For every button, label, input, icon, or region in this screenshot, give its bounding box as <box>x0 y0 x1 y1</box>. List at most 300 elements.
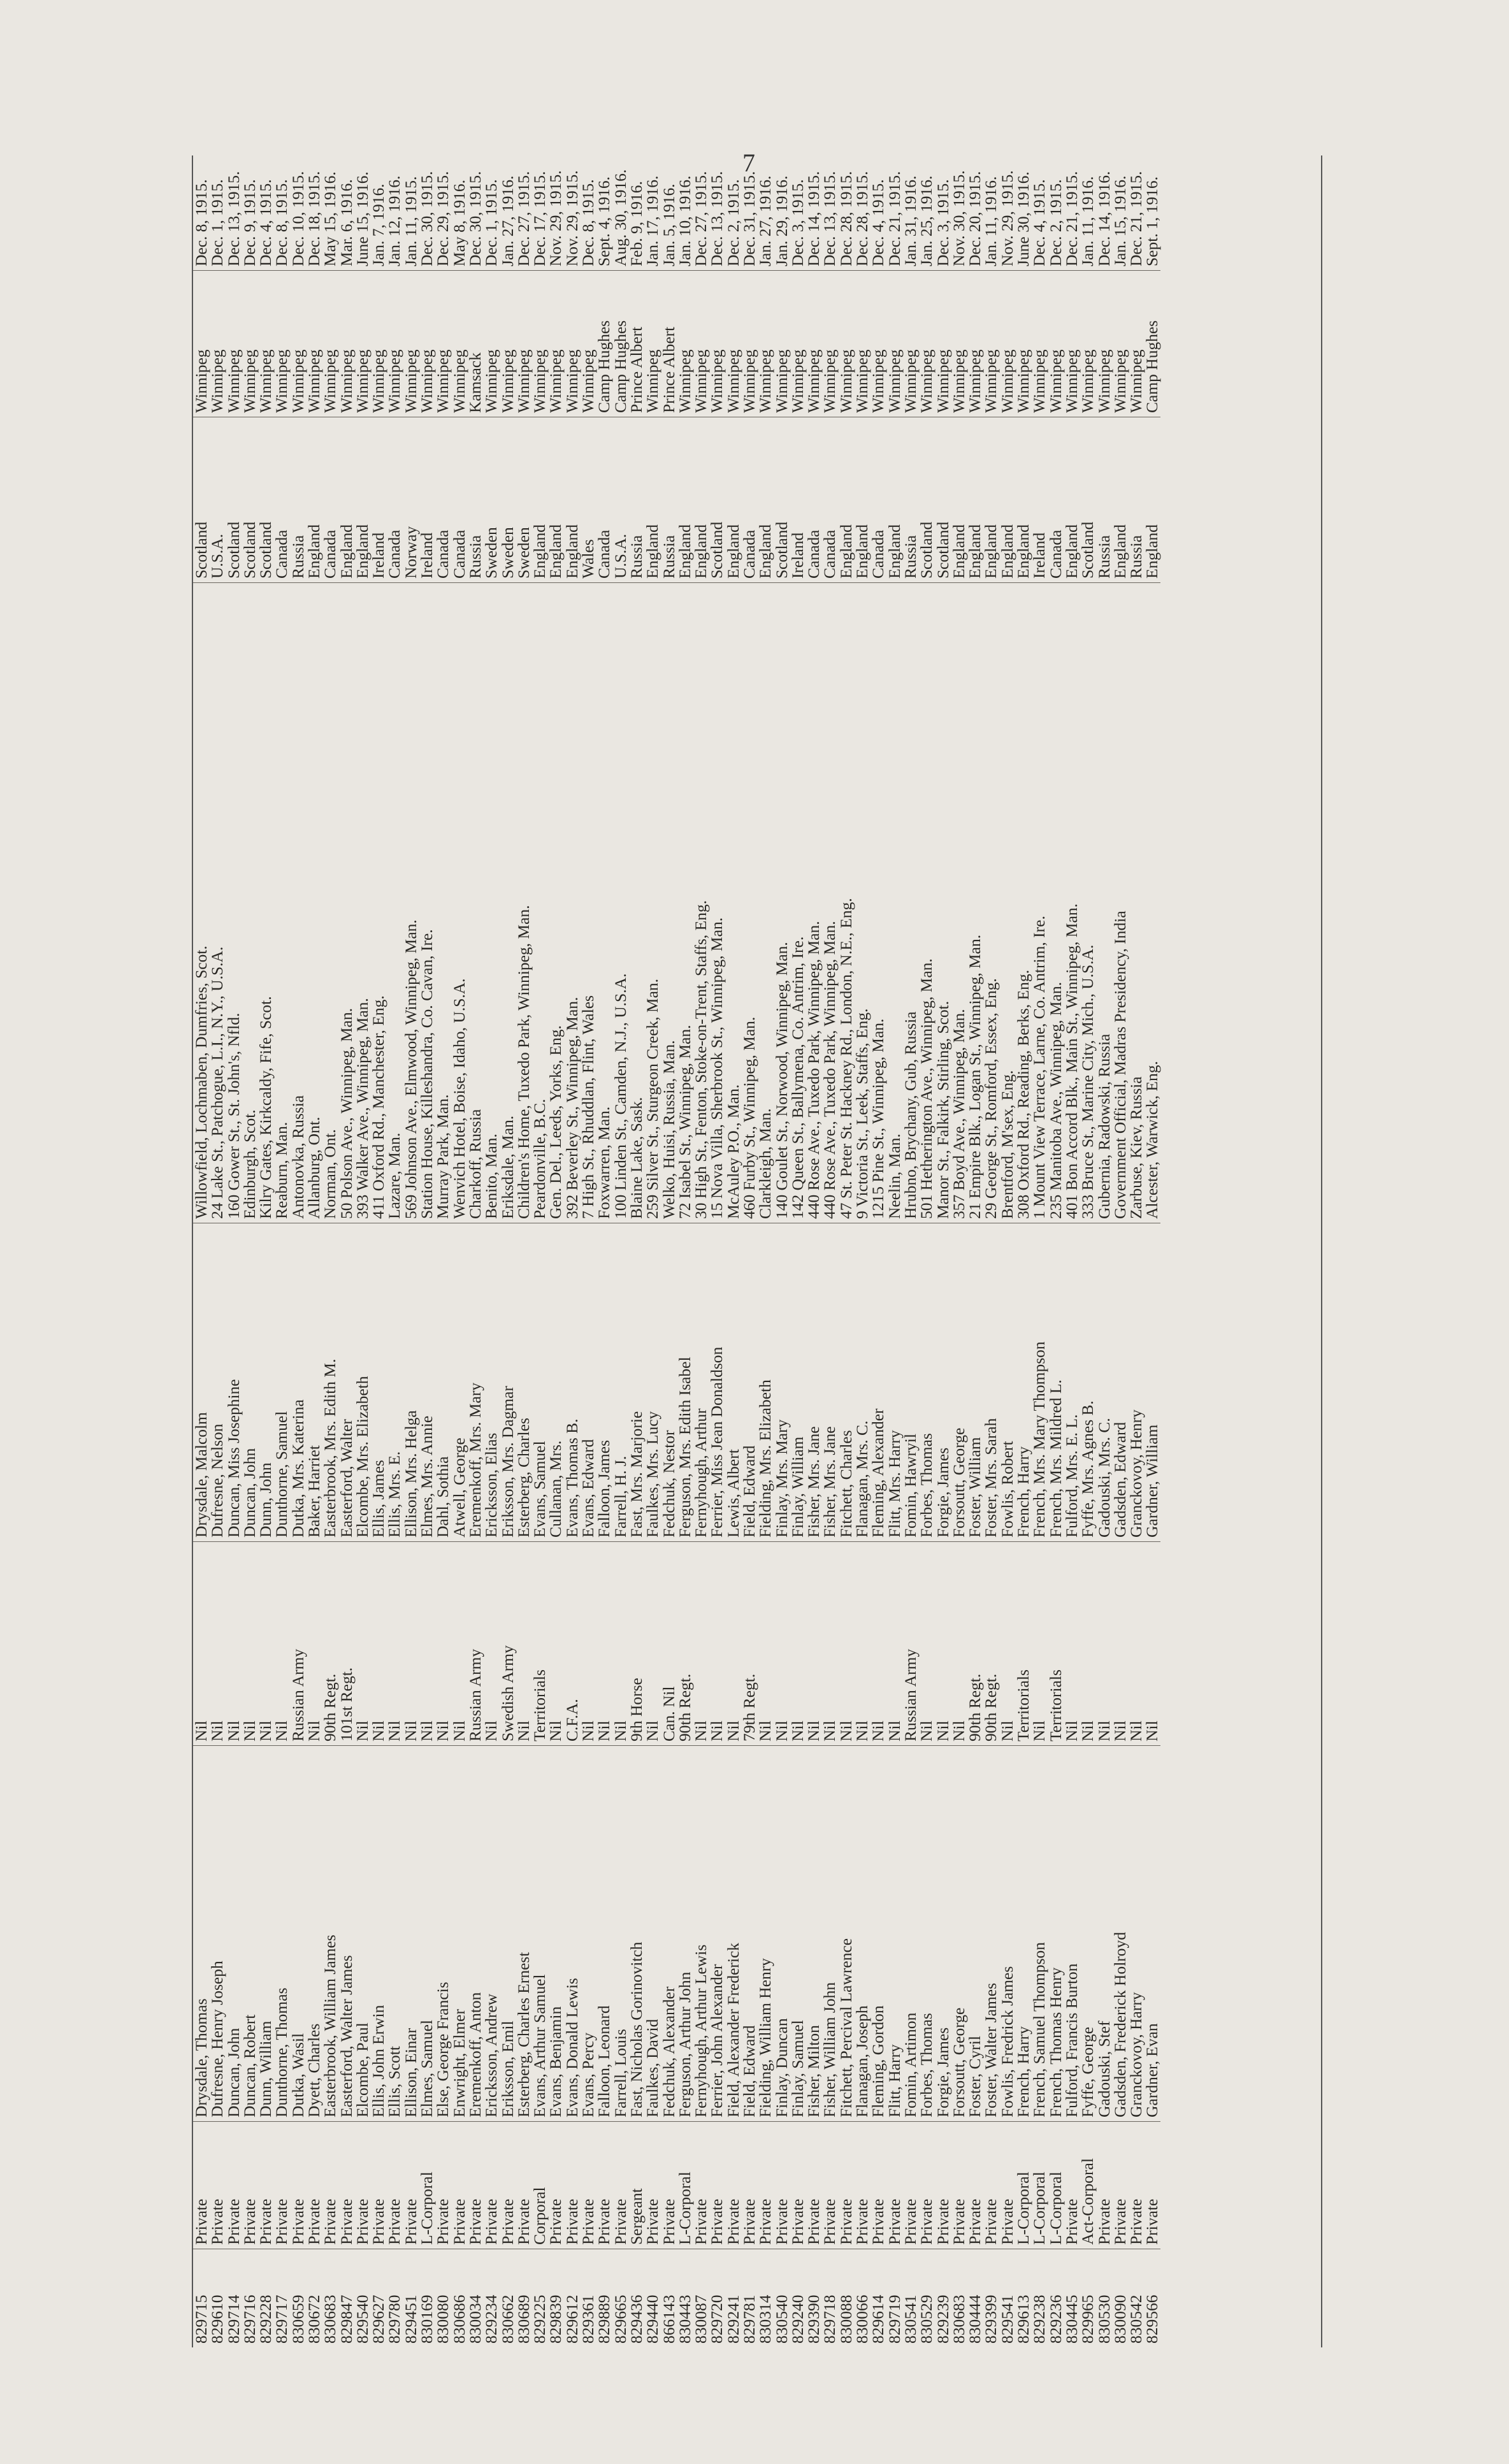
next-of-kin-cell: Gardner, William <box>1144 1223 1160 1541</box>
country-of-birth-cell: Canada <box>1048 417 1064 582</box>
soldier-name-cell: Fowlis, Fredrick James <box>999 1745 1015 2121</box>
country-of-birth-cell: England <box>951 417 967 582</box>
soldier-name-cell: Easterbrook, William James <box>322 1745 338 2121</box>
previous-service-cell: Nil <box>805 1541 821 1745</box>
next-of-kin-address-cell: 30 High St., Fenton, Stoke-on-Trent, Staffs, Eng. <box>693 582 709 1223</box>
date-taken-on-strength-cell: Dec. 20, 1915. <box>965 171 985 266</box>
next-of-kin-address-cell: 1215 Pine St., Winnipeg, Man. <box>870 582 886 1223</box>
country-of-birth-cell: Ireland <box>419 417 435 582</box>
rank-cell: Private <box>790 2121 805 2249</box>
next-of-kin-cell: Elmes, Mrs. Annie <box>419 1223 435 1541</box>
previous-service-cell: Nil <box>693 1541 709 1745</box>
next-of-kin-address-cell: Brentford, M'sex, Eng. <box>999 582 1015 1223</box>
place-taken-on-strength-cell: Winnipeg <box>870 270 886 417</box>
next-of-kin-cell: Drysdale, Malcolm <box>193 1223 209 1541</box>
previous-service-cell: Territorials <box>531 1541 547 1745</box>
soldier-name-cell: Forbes, Thomas <box>918 1745 934 2121</box>
country-of-birth-cell: England <box>693 417 709 582</box>
next-of-kin-cell: French, Mrs. Mary Thompson <box>1031 1223 1047 1541</box>
previous-service-cell: Swedish Army <box>500 1541 516 1745</box>
next-of-kin-address-cell: Benito, Man. <box>483 582 499 1223</box>
date-taken-on-strength-cell: Dec. 4, 1915. <box>1030 179 1049 266</box>
next-of-kin-address-cell: 235 Manitoba Ave., Winnipeg, Man. <box>1048 582 1064 1223</box>
rank-cell: Private <box>387 2121 403 2249</box>
date-taken-on-strength-cell: Dec. 4, 1915. <box>256 179 275 266</box>
next-of-kin-address-cell: Welko, Huisi, Russia, Man. <box>661 582 677 1223</box>
previous-service-cell: Nil <box>257 1541 273 1745</box>
country-of-birth-cell: Russia <box>902 417 918 582</box>
soldier-name-cell: Finlay, Samuel <box>790 1745 805 2121</box>
regimental-number-cell: 829234 <box>483 2249 499 2347</box>
country-of-birth-cell: England <box>354 417 370 582</box>
next-of-kin-cell: Flitt, Mrs. Harry <box>886 1223 902 1541</box>
country-of-birth-cell: Norway <box>403 417 419 582</box>
soldier-name-cell: Duncan, Robert <box>242 1745 257 2121</box>
place-taken-on-strength-cell: Winnipeg <box>677 270 693 417</box>
country-of-birth-cell: England <box>531 417 547 582</box>
previous-service-cell: Territorials <box>1048 1541 1064 1745</box>
previous-service-cell: Nil <box>838 1541 854 1745</box>
table-row <box>290 155 306 2347</box>
rank-cell: Private <box>467 2121 483 2249</box>
soldier-name-cell: Ferrier, John Alexander <box>709 1745 725 2121</box>
place-taken-on-strength-cell: Camp Hughes <box>596 270 612 417</box>
date-taken-on-strength-cell: Jan. 11, 1915. <box>401 176 420 266</box>
soldier-name-cell: Evans, Donald Lewis <box>564 1745 580 2121</box>
regimental-number-cell: 829225 <box>531 2249 547 2347</box>
country-of-birth-cell: England <box>725 417 741 582</box>
soldier-name-cell: Dyett, Charles <box>306 1745 322 2121</box>
next-of-kin-cell: Easterford, Walter <box>338 1223 354 1541</box>
next-of-kin-address-cell: 21 Empire Blk., Logan St., Winnipeg, Man. <box>967 582 983 1223</box>
soldier-name-cell: Field, Edward <box>741 1745 757 2121</box>
regimental-number-cell: 829399 <box>983 2249 999 2347</box>
next-of-kin-cell: Foster, William <box>967 1223 983 1541</box>
regimental-number-cell: 830088 <box>838 2249 854 2347</box>
table-row <box>999 155 1015 2347</box>
country-of-birth-cell: Canada <box>870 417 886 582</box>
regimental-number-cell: 829718 <box>822 2249 838 2347</box>
previous-service-cell: Nil <box>757 1541 773 1745</box>
rank-cell: Private <box>435 2121 451 2249</box>
country-of-birth-cell: Canada <box>822 417 838 582</box>
previous-service-cell: Nil <box>725 1541 741 1745</box>
soldier-name-cell: Esterberg, Charles Ernest <box>516 1745 531 2121</box>
date-taken-on-strength-cell: Dec. 28, 1915. <box>836 171 855 266</box>
date-taken-on-strength-cell: Dec. 21, 1915. <box>1062 171 1081 266</box>
table-row <box>774 155 790 2347</box>
next-of-kin-address-cell: Charkoff, Russia <box>467 582 483 1223</box>
rank-cell: Private <box>935 2121 951 2249</box>
regimental-number-cell: 829614 <box>870 2249 886 2347</box>
soldier-name-cell: Fedchuk, Alexander <box>661 1745 677 2121</box>
soldier-name-cell: Forgie, James <box>935 1745 951 2121</box>
rank-cell: Private <box>596 2121 612 2249</box>
regimental-number-cell: 829612 <box>564 2249 580 2347</box>
next-of-kin-address-cell: 9 Victoria St., Leek, Staffs, Eng. <box>854 582 870 1223</box>
previous-service-cell: Nil <box>387 1541 403 1745</box>
next-of-kin-address-cell: Allanburg, Ont. <box>306 582 322 1223</box>
date-taken-on-strength-cell: Nov. 30, 1915. <box>949 170 968 266</box>
table-row <box>967 155 983 2347</box>
next-of-kin-cell: French, Harry <box>1015 1223 1031 1541</box>
place-taken-on-strength-cell: Winnipeg <box>999 270 1015 417</box>
place-taken-on-strength-cell: Winnipeg <box>419 270 435 417</box>
date-taken-on-strength-cell: Sept. 4, 1916. <box>595 177 614 266</box>
next-of-kin-cell: Fisher, Mrs. Jane <box>805 1223 821 1541</box>
country-of-birth-cell: Sweden <box>500 417 516 582</box>
place-taken-on-strength-cell: Winnipeg <box>967 270 983 417</box>
next-of-kin-address-cell: 142 Queen St., Ballymena, Co. Antrim, Ire. <box>790 582 805 1223</box>
previous-service-cell: Nil <box>999 1541 1015 1745</box>
next-of-kin-address-cell: 333 Bruce St., Marine City, Mich., U.S.A. <box>1079 582 1095 1223</box>
previous-service-cell: Nil <box>1079 1541 1095 1745</box>
date-taken-on-strength-cell: Dec. 27, 1915. <box>691 171 711 266</box>
previous-service-cell: 90th Regt. <box>983 1541 999 1745</box>
country-of-birth-cell: Russia <box>467 417 483 582</box>
regimental-number-cell: 829440 <box>644 2249 660 2347</box>
soldier-name-cell: Farrell, Louis <box>612 1745 628 2121</box>
place-taken-on-strength-cell: Winnipeg <box>290 270 306 417</box>
next-of-kin-cell: Ellis, James <box>370 1223 386 1541</box>
next-of-kin-address-cell: 569 Johnson Ave., Elmwood, Winnipeg, Man. <box>403 582 419 1223</box>
rank-cell: Private <box>838 2121 854 2249</box>
table-row <box>483 155 499 2347</box>
regimental-number-cell: 830683 <box>951 2249 967 2347</box>
place-taken-on-strength-cell: Winnipeg <box>193 270 209 417</box>
next-of-kin-address-cell: 440 Rose Ave., Tuxedo Park, Winnipeg, Man. <box>822 582 838 1223</box>
soldier-name-cell: Dutka, Wasil <box>290 1745 306 2121</box>
date-taken-on-strength-cell: Dec. 18, 1915. <box>304 171 323 266</box>
place-taken-on-strength-cell: Winnipeg <box>951 270 967 417</box>
date-taken-on-strength-cell: Jan. 29, 1916. <box>772 175 791 266</box>
table-row <box>1079 155 1095 2347</box>
country-of-birth-cell: Canada <box>741 417 757 582</box>
regimental-number-cell: 830529 <box>918 2249 934 2347</box>
rank-cell: Private <box>1128 2121 1144 2249</box>
next-of-kin-cell: Eriksson, Mrs. Dagmar <box>500 1223 516 1541</box>
rank-cell: Private <box>548 2121 564 2249</box>
place-taken-on-strength-cell: Winnipeg <box>370 270 386 417</box>
next-of-kin-cell: Forbes, Thomas <box>918 1223 934 1541</box>
regimental-number-cell: 829390 <box>805 2249 821 2347</box>
previous-service-cell: Nil <box>822 1541 838 1745</box>
next-of-kin-address-cell: Clarkleigh, Man. <box>757 582 773 1223</box>
table-row <box>193 155 209 2347</box>
next-of-kin-cell: Easterbrook, Mrs. Edith M. <box>322 1223 338 1541</box>
country-of-birth-cell: Scotland <box>935 417 951 582</box>
place-taken-on-strength-cell: Winnipeg <box>580 270 596 417</box>
place-taken-on-strength-cell: Winnipeg <box>1128 270 1144 417</box>
soldier-name-cell: Finlay, Duncan <box>774 1745 790 2121</box>
date-taken-on-strength-cell: Jan. 11, 1916. <box>1078 176 1097 266</box>
place-taken-on-strength-cell: Winnipeg <box>822 270 838 417</box>
next-of-kin-cell: Dufresne, Nelson <box>209 1223 225 1541</box>
previous-service-cell: Nil <box>1112 1541 1128 1745</box>
place-taken-on-strength-cell: Winnipeg <box>1064 270 1079 417</box>
date-taken-on-strength-cell: Dec. 1, 1915. <box>482 179 501 266</box>
previous-service-cell: Territorials <box>1015 1541 1031 1745</box>
place-taken-on-strength-cell: Winnipeg <box>306 270 322 417</box>
soldier-name-cell: Elmes, Samuel <box>419 1745 435 2121</box>
place-taken-on-strength-cell: Winnipeg <box>983 270 999 417</box>
country-of-birth-cell: England <box>1064 417 1079 582</box>
table-row <box>531 155 547 2347</box>
soldier-name-cell: Else, George Francis <box>435 1745 451 2121</box>
next-of-kin-cell: Fitchett, Charles <box>838 1223 854 1541</box>
soldier-name-cell: Ferguson, Arthur John <box>677 1745 693 2121</box>
place-taken-on-strength-cell: Winnipeg <box>403 270 419 417</box>
place-taken-on-strength-cell: Winnipeg <box>451 270 467 417</box>
date-taken-on-strength-cell: Mar. 6, 1916. <box>336 179 356 266</box>
soldier-name-cell: Flanagan, Joseph <box>854 1745 870 2121</box>
next-of-kin-address-cell: Edinburgh, Scot. <box>242 582 257 1223</box>
next-of-kin-cell: Elcombe, Mrs. Elizabeth <box>354 1223 370 1541</box>
table-row <box>516 155 531 2347</box>
country-of-birth-cell: Sweden <box>516 417 531 582</box>
next-of-kin-address-cell: 72 Isabel St., Winnipeg, Man. <box>677 582 693 1223</box>
date-taken-on-strength-cell: Dec. 17, 1915. <box>530 171 549 266</box>
regimental-number-cell: 829236 <box>1048 2249 1064 2347</box>
date-taken-on-strength-cell: Sept. 1, 1916. <box>1143 177 1162 266</box>
next-of-kin-cell: Eremenkoff, Mrs. Mary <box>467 1223 483 1541</box>
next-of-kin-address-cell: 100 Linden St., Camden, N.J., U.S.A. <box>612 582 628 1223</box>
date-taken-on-strength-cell: Dec. 9, 1915. <box>240 179 259 266</box>
regimental-number-cell: 866143 <box>661 2249 677 2347</box>
place-taken-on-strength-cell: Winnipeg <box>1031 270 1047 417</box>
date-taken-on-strength-cell: Dec. 21, 1915. <box>1127 171 1146 266</box>
previous-service-cell: C.F.A. <box>564 1541 580 1745</box>
soldier-name-cell: Duncan, John <box>226 1745 242 2121</box>
previous-service-cell: Nil <box>1064 1541 1079 1745</box>
rank-cell: Private <box>209 2121 225 2249</box>
rank-cell: Private <box>854 2121 870 2249</box>
table-row <box>1096 155 1112 2347</box>
previous-service-cell: Nil <box>370 1541 386 1745</box>
rank-cell: Private <box>1144 2121 1160 2249</box>
table-row <box>435 155 451 2347</box>
rank-cell: Private <box>322 2121 338 2249</box>
previous-service-cell: 90th Regt. <box>677 1541 693 1745</box>
next-of-kin-address-cell: 15 Nova Villa, Sherbrook St., Winnipeg, Man. <box>709 582 725 1223</box>
place-taken-on-strength-cell: Winnipeg <box>838 270 854 417</box>
country-of-birth-cell: Russia <box>1096 417 1112 582</box>
regimental-number-cell: 830659 <box>290 2249 306 2347</box>
soldier-name-cell: Fitchett, Percival Lawrence <box>838 1745 854 2121</box>
country-of-birth-cell: Canada <box>387 417 403 582</box>
soldier-name-cell: Gadouski, Stef <box>1096 1745 1112 2121</box>
place-taken-on-strength-cell: Winnipeg <box>435 270 451 417</box>
table-row <box>870 155 886 2347</box>
next-of-kin-address-cell: Norman, Ont. <box>322 582 338 1223</box>
table-row <box>596 155 612 2347</box>
country-of-birth-cell: Scotland <box>193 417 209 582</box>
soldier-name-cell: Elcombe, Paul <box>354 1745 370 2121</box>
country-of-birth-cell: Canada <box>435 417 451 582</box>
country-of-birth-cell: Sweden <box>483 417 499 582</box>
country-of-birth-cell: England <box>967 417 983 582</box>
next-of-kin-address-cell: 460 Furby St., Winnipeg, Man. <box>741 582 757 1223</box>
next-of-kin-address-cell: Eriksdale, Man. <box>500 582 516 1223</box>
country-of-birth-cell: England <box>306 417 322 582</box>
date-taken-on-strength-cell: Dec. 1, 1915. <box>208 179 227 266</box>
table-row <box>709 155 725 2347</box>
country-of-birth-cell: Canada <box>805 417 821 582</box>
regimental-number-cell: 830542 <box>1128 2249 1144 2347</box>
date-taken-on-strength-cell: Feb. 9, 1916. <box>626 181 646 266</box>
soldier-name-cell: Eriksson, Emil <box>500 1745 516 2121</box>
place-taken-on-strength-cell: Winnipeg <box>774 270 790 417</box>
regimental-number-cell: 829436 <box>628 2249 644 2347</box>
table-row <box>612 155 628 2347</box>
rank-cell: Private <box>805 2121 821 2249</box>
place-taken-on-strength-cell: Winnipeg <box>757 270 773 417</box>
next-of-kin-address-cell: Hrubno, Brychany, Gub, Russia <box>902 582 918 1223</box>
place-taken-on-strength-cell: Winnipeg <box>273 270 289 417</box>
next-of-kin-cell: Forgie, James <box>935 1223 951 1541</box>
table-row <box>338 155 354 2347</box>
rank-cell: Private <box>193 2121 209 2249</box>
next-of-kin-address-cell: Gen. Del., Leeds, Yorks, Eng. <box>548 582 564 1223</box>
next-of-kin-cell: Granckovoy, Henry <box>1128 1223 1144 1541</box>
country-of-birth-cell: England <box>564 417 580 582</box>
next-of-kin-address-cell: 411 Oxford Rd., Manchester, Eng. <box>370 582 386 1223</box>
place-taken-on-strength-cell: Winnipeg <box>516 270 531 417</box>
soldier-name-cell: Field, Alexander Frederick <box>725 1745 741 2121</box>
rank-cell: Private <box>661 2121 677 2249</box>
soldier-name-cell: Gadsden, Frederick Holroyd <box>1112 1745 1128 2121</box>
regimental-number-cell: 830540 <box>774 2249 790 2347</box>
place-taken-on-strength-cell: Winnipeg <box>226 270 242 417</box>
soldier-name-cell: Fulford, Francis Burton <box>1064 1745 1079 2121</box>
table-row <box>467 155 483 2347</box>
next-of-kin-cell: Finlay, Mrs. Mary <box>774 1223 790 1541</box>
date-taken-on-strength-cell: Aug. 30, 1916. <box>610 169 630 266</box>
soldier-name-cell: Falloon, Leonard <box>596 1745 612 2121</box>
next-of-kin-cell: Ferguson, Mrs. Edith Isabel <box>677 1223 693 1541</box>
table-row <box>564 155 580 2347</box>
rank-cell: Sergeant <box>628 2121 644 2249</box>
table-row <box>580 155 596 2347</box>
place-taken-on-strength-cell: Winnipeg <box>483 270 499 417</box>
soldier-name-cell: Dufresne, Henry Joseph <box>209 1745 225 2121</box>
next-of-kin-cell: Dunthorne, Samuel <box>273 1223 289 1541</box>
rank-cell: L-Corporal <box>1031 2121 1047 2249</box>
regimental-number-cell: 830530 <box>1096 2249 1112 2347</box>
country-of-birth-cell: England <box>644 417 660 582</box>
place-taken-on-strength-cell: Winnipeg <box>1112 270 1128 417</box>
soldier-name-cell: Ericksson, Andrew <box>483 1745 499 2121</box>
next-of-kin-address-cell: 357 Boyd Ave., Winnipeg, Man. <box>951 582 967 1223</box>
next-of-kin-cell: Ferrier, Miss Jean Donaldson <box>709 1223 725 1541</box>
next-of-kin-cell: Esterberg, Charles <box>516 1223 531 1541</box>
country-of-birth-cell: England <box>1015 417 1031 582</box>
country-of-birth-cell: U.S.A. <box>612 417 628 582</box>
country-of-birth-cell: England <box>338 417 354 582</box>
next-of-kin-cell: Dunn, John <box>257 1223 273 1541</box>
place-taken-on-strength-cell: Winnipeg <box>1096 270 1112 417</box>
next-of-kin-address-cell: Murray Park, Man. <box>435 582 451 1223</box>
soldier-name-cell: Fernyhough, Arthur Lewis <box>693 1745 709 2121</box>
country-of-birth-cell: Canada <box>322 417 338 582</box>
regimental-number-cell: 829780 <box>387 2249 403 2347</box>
page-number: 7 <box>742 148 755 177</box>
date-taken-on-strength-cell: Jan. 27, 1916. <box>756 175 775 266</box>
regimental-number-cell: 830169 <box>419 2249 435 2347</box>
place-taken-on-strength-cell: Winnipeg <box>935 270 951 417</box>
place-taken-on-strength-cell: Prince Albert <box>628 270 644 417</box>
regimental-number-cell: 830443 <box>677 2249 693 2347</box>
next-of-kin-address-cell: Kilry Gates, Kirkcaldy, Fife, Scot. <box>257 582 273 1223</box>
regimental-number-cell: 830034 <box>467 2249 483 2347</box>
next-of-kin-cell: Lewis, Albert <box>725 1223 741 1541</box>
country-of-birth-cell: Ireland <box>370 417 386 582</box>
next-of-kin-cell: Falloon, James <box>596 1223 612 1541</box>
rank-cell: Private <box>451 2121 467 2249</box>
date-taken-on-strength-cell: Jan. 27, 1916. <box>498 175 517 266</box>
next-of-kin-address-cell: Antonovka, Russia <box>290 582 306 1223</box>
next-of-kin-address-cell: 47 St. Peter St. Hackney Rd., London, N.E., Eng. <box>838 582 854 1223</box>
regimental-number-cell: 829720 <box>709 2249 725 2347</box>
table-row <box>242 155 257 2347</box>
country-of-birth-cell: England <box>886 417 902 582</box>
next-of-kin-cell: Fedchuk, Nestor <box>661 1223 677 1541</box>
country-of-birth-cell: England <box>677 417 693 582</box>
regimental-number-cell: 829665 <box>612 2249 628 2347</box>
next-of-kin-cell: Cullanan, Mrs. <box>548 1223 564 1541</box>
place-taken-on-strength-cell: Prince Albert <box>661 270 677 417</box>
soldier-name-cell: Ellison, Einar <box>403 1745 419 2121</box>
place-taken-on-strength-cell: Winnipeg <box>322 270 338 417</box>
previous-service-cell: Nil <box>612 1541 628 1745</box>
date-taken-on-strength-cell: Dec. 10, 1915. <box>288 171 307 266</box>
next-of-kin-cell: Fernyhough, Arthur <box>693 1223 709 1541</box>
rank-cell: Private <box>338 2121 354 2249</box>
previous-service-cell: 101st Regt. <box>338 1541 354 1745</box>
date-taken-on-strength-cell: Dec. 3, 1915. <box>933 179 952 266</box>
soldier-name-cell: Fast, Nicholas Gorinovitch <box>628 1745 644 2121</box>
previous-service-cell: Nil <box>1096 1541 1112 1745</box>
rank-cell: Act-Corporal <box>1079 2121 1095 2249</box>
table-row <box>209 155 225 2347</box>
previous-service-cell: Nil <box>596 1541 612 1745</box>
regimental-number-cell: 829540 <box>354 2249 370 2347</box>
soldier-name-cell: Evans, Benjamin <box>548 1745 564 2121</box>
rank-cell: L-Corporal <box>419 2121 435 2249</box>
place-taken-on-strength-cell: Winnipeg <box>242 270 257 417</box>
regimental-number-cell: 829716 <box>242 2249 257 2347</box>
rank-cell: Private <box>757 2121 773 2249</box>
next-of-kin-cell: Fleming, Alexander <box>870 1223 886 1541</box>
regimental-number-cell: 829239 <box>935 2249 951 2347</box>
table-row <box>838 155 854 2347</box>
previous-service-cell: Nil <box>354 1541 370 1745</box>
date-taken-on-strength-cell: Dec. 8, 1915. <box>579 179 598 266</box>
place-taken-on-strength-cell: Winnipeg <box>209 270 225 417</box>
date-taken-on-strength-cell: Dec. 14, 1916. <box>1094 171 1113 266</box>
country-of-birth-cell: England <box>1144 417 1160 582</box>
table-row <box>693 155 709 2347</box>
next-of-kin-cell: Dutka, Mrs. Katerina <box>290 1223 306 1541</box>
date-taken-on-strength-cell: Dec. 29, 1915. <box>433 171 452 266</box>
table-row <box>757 155 773 2347</box>
previous-service-cell: Nil <box>644 1541 660 1745</box>
rank-cell: Private <box>483 2121 499 2249</box>
date-taken-on-strength-cell: Dec. 8, 1915. <box>191 179 210 266</box>
country-of-birth-cell: U.S.A. <box>209 417 225 582</box>
table-row <box>725 155 741 2347</box>
rank-cell: Private <box>273 2121 289 2249</box>
